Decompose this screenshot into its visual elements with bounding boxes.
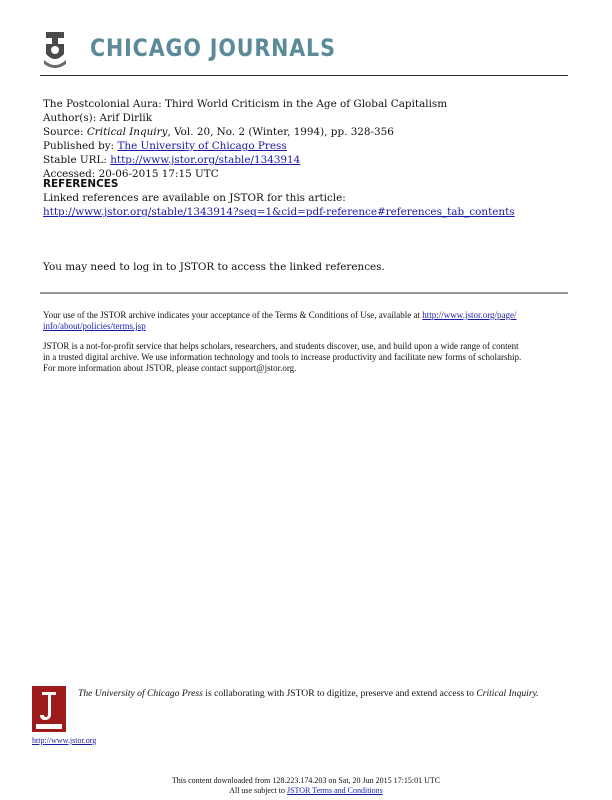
journal-name-footer: Critical Inquiry. xyxy=(476,688,539,699)
accessed-line: Accessed: 20-06-2015 17:15 UTC xyxy=(43,168,219,180)
references-section xyxy=(43,177,515,219)
terms-notice: All use subject to JSTOR Terms and Conditions xyxy=(229,786,383,795)
press-name: The University of Chicago Press xyxy=(78,688,203,699)
section-divider xyxy=(40,292,568,294)
source-line: Source: Critical Inquiry, Vol. 20, No. 2 (Winter, 1994), pp. 328-356 xyxy=(43,126,394,138)
author-line: Author(s): Arif Dirlik xyxy=(43,112,153,124)
stable-url-link[interactable]: http://www.jstor.org/stable/1343914 xyxy=(110,154,301,166)
brand-title: CHICAGO JOURNALS xyxy=(90,34,336,62)
header-divider xyxy=(40,75,568,76)
terms-link-cont[interactable]: info/about/policies/terms.jsp xyxy=(43,321,146,331)
journal-header xyxy=(40,26,570,74)
publisher-line: Published by: The University of Chicago Press xyxy=(43,140,287,152)
jstor-url-link[interactable]: http://www.jstor.org xyxy=(32,736,97,745)
accessed-date: 20-06-2015 17:15 UTC xyxy=(98,168,219,180)
references-heading: REFERENCES xyxy=(43,178,119,190)
collaboration-note: The University of Chicago Press is collaborating with JSTOR to digitize, preserve and extend access to Critical Inquiry. xyxy=(78,688,539,699)
download-notice xyxy=(0,776,612,796)
jstor-terms-link[interactable]: JSTOR Terms and Conditions xyxy=(286,786,383,795)
login-note: You may need to log in to JSTOR to access the linked references. xyxy=(43,261,385,273)
jstor-about-paragraph: JSTOR is a not-for-profit service that helps scholars, researchers, and students discover, use, and build upon a wide range of content in a trusted digital archive. We use information technology and tools to increase productivity and facilitate new forms of scholarship. For more information about JSTOR, please contact support@jstor.org. xyxy=(43,341,522,373)
publisher-link[interactable]: The University of Chicago Press xyxy=(117,140,287,152)
terms-section xyxy=(43,310,568,383)
references-text: Linked references are available on JSTOR for this article: xyxy=(43,192,346,204)
article-title: The Postcolonial Aura: Third World Criticism in the Age of Global Capitalism xyxy=(43,98,448,110)
author-name: Arif Dirlik xyxy=(99,112,153,124)
university-seal-icon xyxy=(40,30,70,70)
journal-name: Critical Inquiry xyxy=(86,126,168,138)
references-link[interactable]: http://www.jstor.org/stable/1343914?seq=1&cid=pdf-reference#references_tab_contents xyxy=(43,206,515,218)
article-metadata xyxy=(43,97,447,181)
download-line: This content downloaded from 128.223.174.203 on Sat, 20 Jun 2015 17:15:01 UTC xyxy=(171,776,441,785)
stable-url-line: Stable URL: http://www.jstor.org/stable/1343914 xyxy=(43,154,301,166)
terms-paragraph: Your use of the JSTOR archive indicates your acceptance of the Terms & Conditions of Use, available at http://www.jstor.org/page/ info/about/policies/terms.jsp xyxy=(43,310,517,331)
terms-link[interactable]: http://www.jstor.org/page/ xyxy=(422,310,517,320)
jstor-logo-icon[interactable] xyxy=(32,686,66,732)
